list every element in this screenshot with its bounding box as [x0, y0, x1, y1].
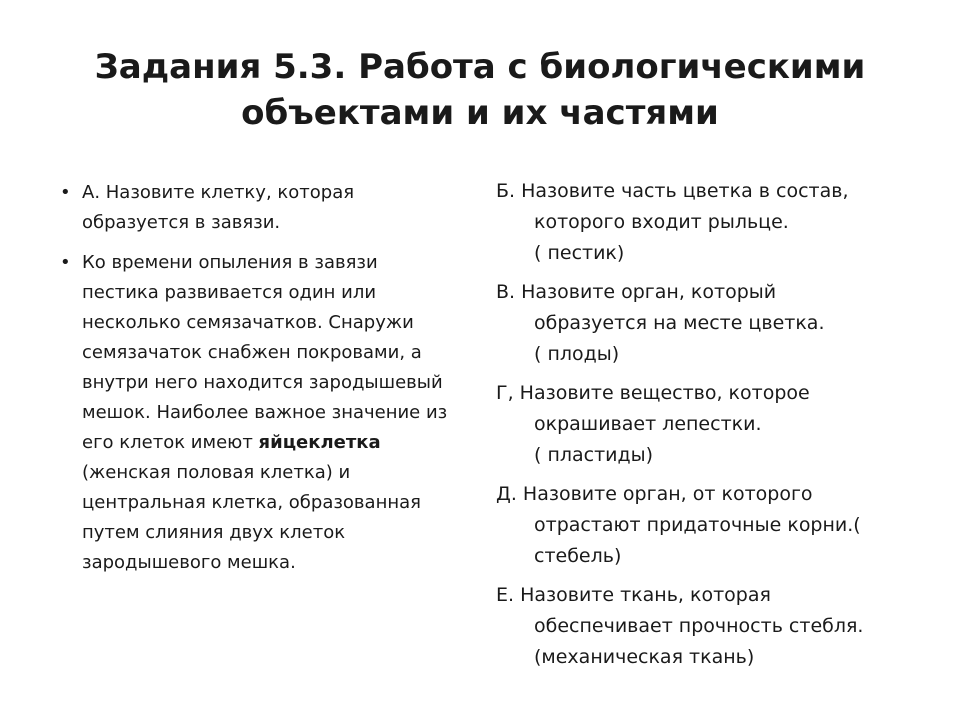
answer-line: (механическая ткань): [534, 646, 755, 668]
answer-line: стебель): [534, 545, 622, 567]
answer-line: ( пестик): [534, 242, 625, 264]
question-v: [496, 277, 936, 370]
answer-text-part2: (женская половая клетка) и центральная клетка, образованная путем слияния двух клеток зародышевого мешка.: [82, 462, 421, 573]
bullet-text: А. Назовите клетку, которая образуется в завязи.: [82, 182, 355, 233]
question-line: отрастают придаточные корни.(: [534, 514, 861, 536]
bullet-icon: •: [60, 182, 71, 203]
bullet-item-question-a: [60, 178, 460, 238]
question-line: которого входит рыльце.: [534, 211, 789, 233]
question-line: Е. Назовите ткань, которая: [496, 584, 771, 606]
question-line: Г, Назовите вещество, которое: [496, 382, 810, 404]
slide-title: [40, 44, 920, 136]
bullet-item-answer-a: [60, 248, 460, 578]
answer-line: ( пластиды): [534, 444, 654, 466]
question-g: [496, 378, 936, 471]
title-line-1: Задания 5.3. Работа с биологическими: [94, 47, 866, 87]
question-line: образуется на месте цветка.: [534, 312, 825, 334]
question-e: [496, 580, 936, 673]
question-line: окрашивает лепестки.: [534, 413, 762, 435]
answer-text-part1: Ко времени опыления в завязи пестика развивается один или несколько семязачатков. Снаружи семязачаток снабжен покровами, а внутри него находится зародышевый мешок. Наиболее важное значение из его клеток имеют: [82, 252, 448, 453]
question-d: [496, 479, 936, 572]
answer-line: ( плоды): [534, 343, 620, 365]
question-line: Б. Назовите часть цветка в состав,: [496, 180, 849, 202]
left-column: [60, 178, 460, 588]
right-column: [496, 176, 936, 681]
question-line: обеспечивает прочность стебля.: [534, 615, 864, 637]
title-line-2: объектами и их частями: [241, 93, 719, 133]
answer-highlight: яйцеклетка: [258, 432, 381, 453]
question-b: [496, 176, 936, 269]
question-line: Д. Назовите орган, от которого: [496, 483, 813, 505]
question-line: В. Назовите орган, который: [496, 281, 777, 303]
bullet-icon: •: [60, 252, 71, 273]
